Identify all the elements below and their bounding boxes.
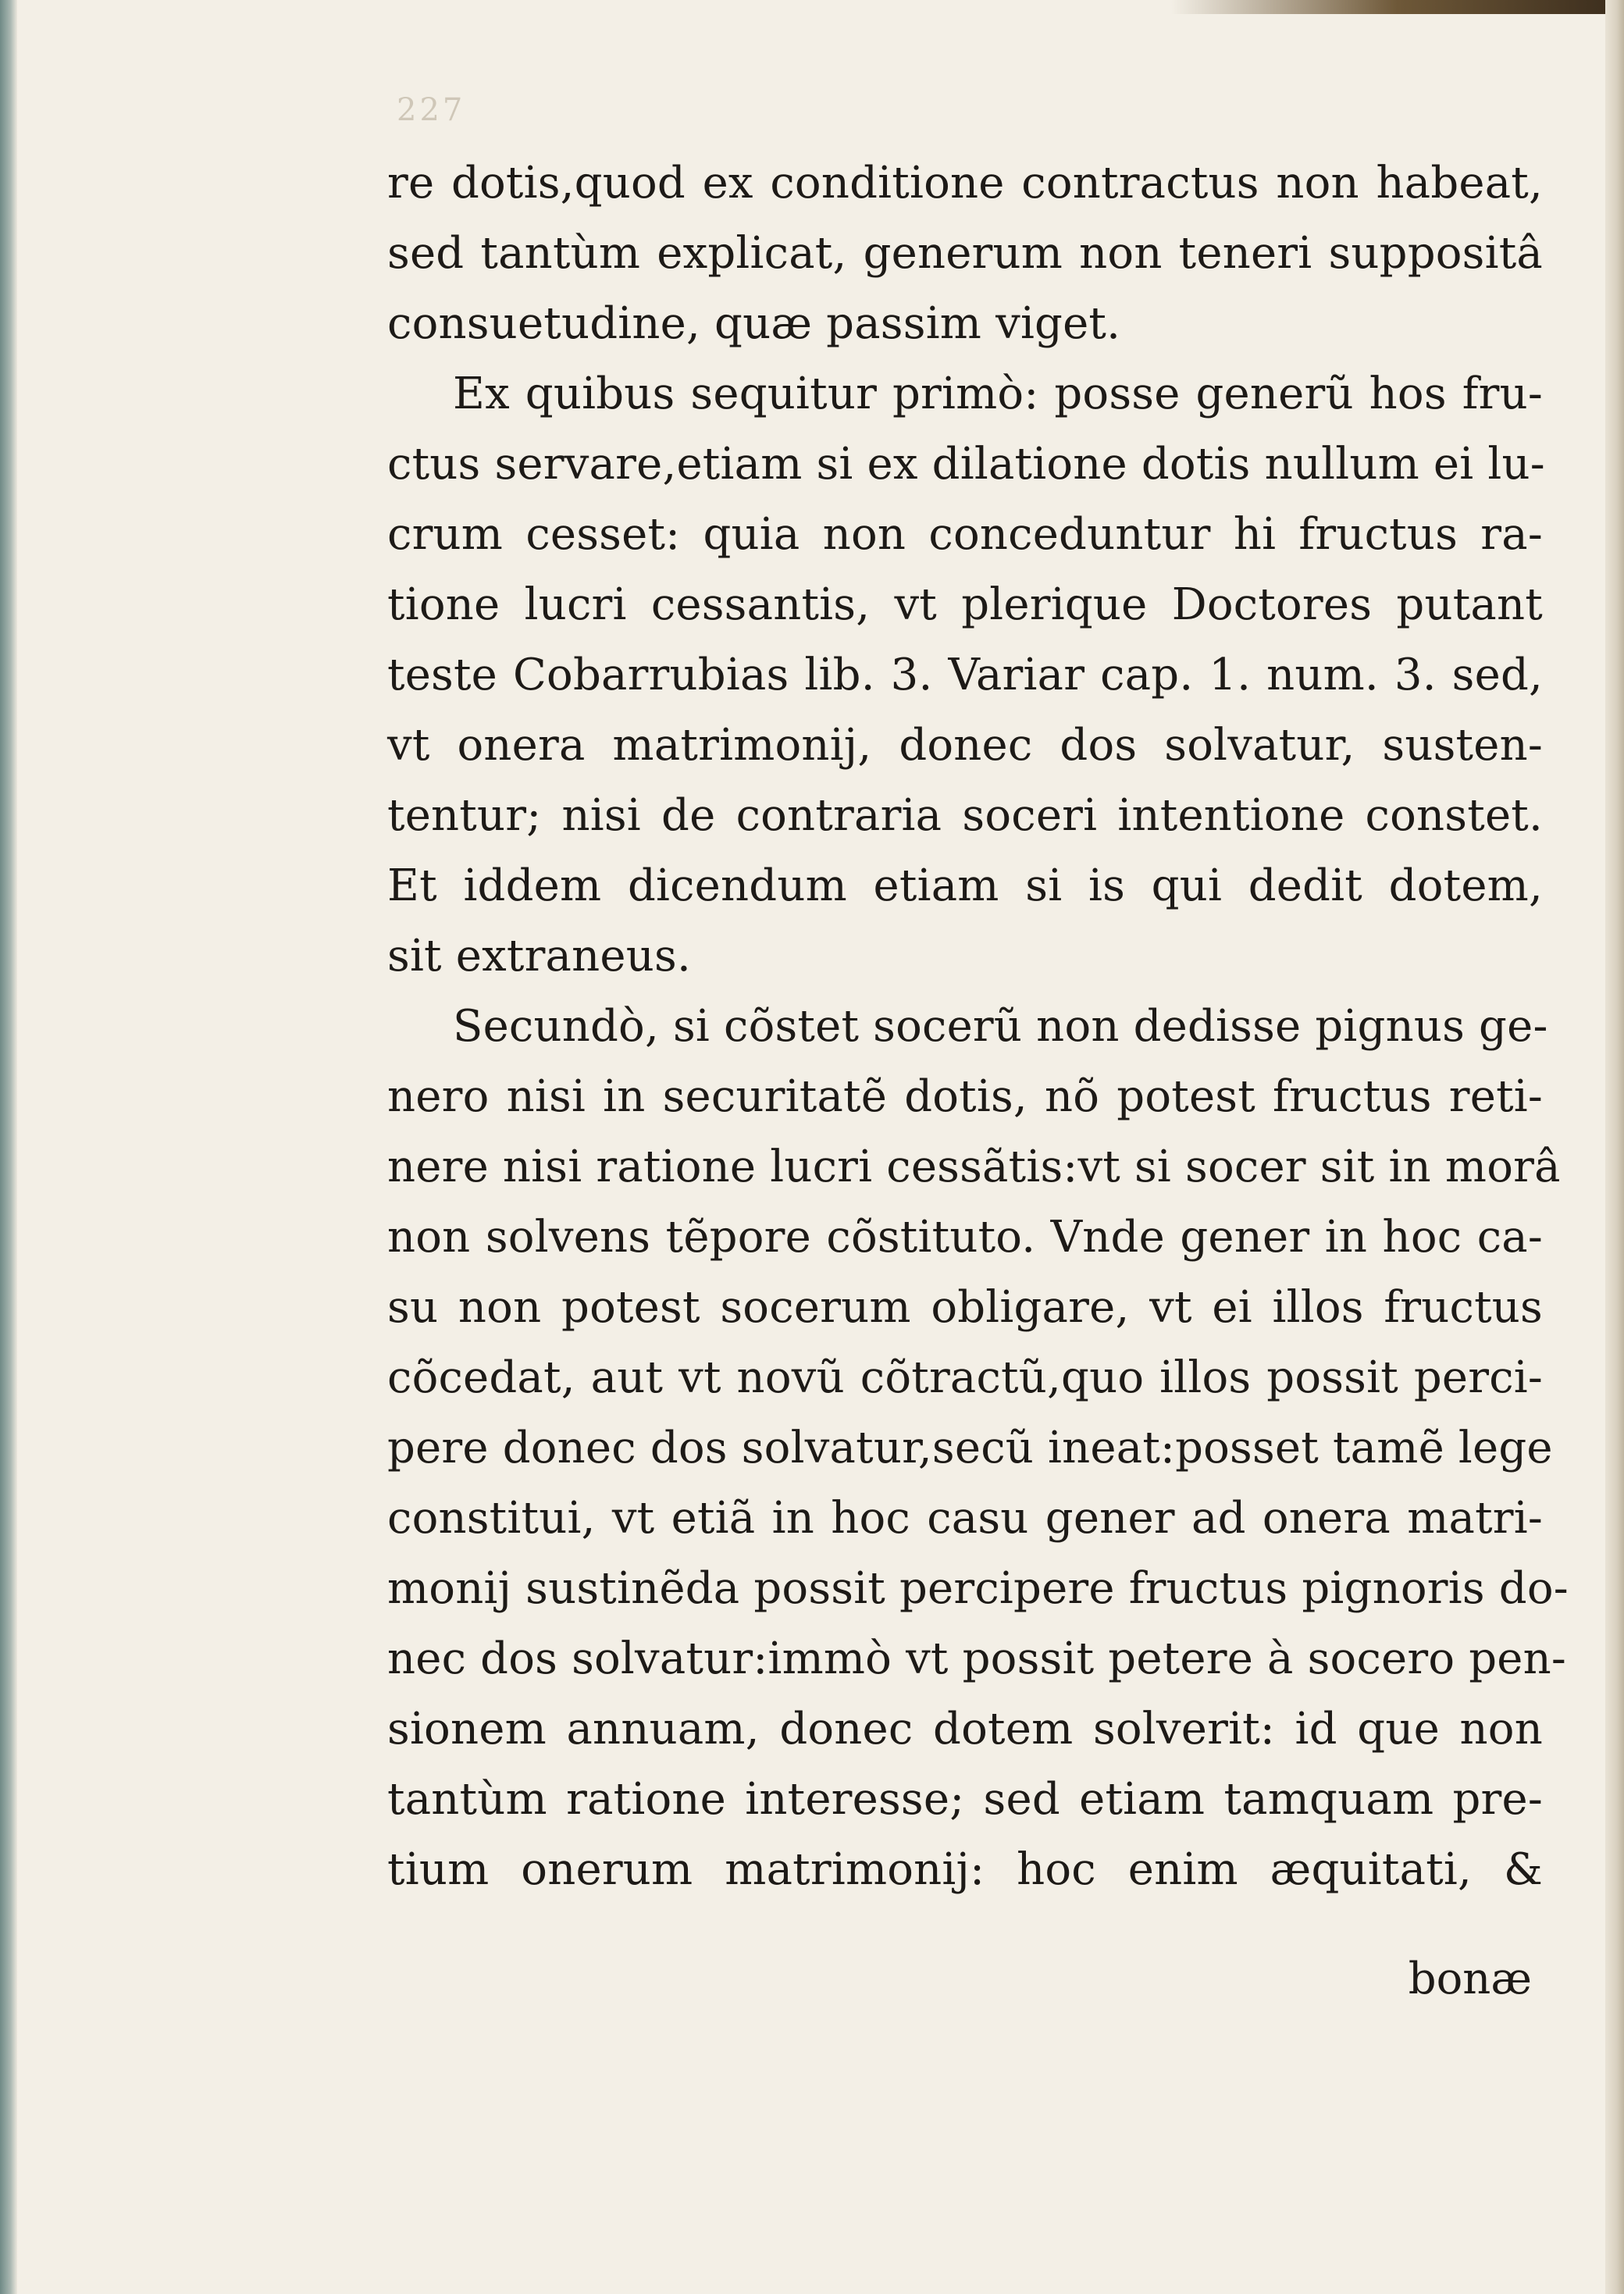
text-line: crum cesset: quia non conceduntur hi fructus ra- [387,509,1543,560]
text-line: re dotis,quod ex conditione contractus non habeat, [387,158,1543,208]
text-line: consuetudine, quæ passim viget. [387,298,1121,349]
text-line: tantùm ratione interesse; sed etiam tamquam pre- [387,1774,1543,1825]
text-line: Et iddem dicendum etiam si is qui dedit dotem, [387,860,1543,911]
text-line: nec dos solvatur:immò vt possit petere à socero pen- [387,1633,1567,1684]
text-line: sed tantùm explicat, generum non teneri suppositâ [387,228,1543,279]
text-line: Ex quibus sequitur primò: posse generũ hos fru- [453,369,1543,419]
text-line: vt onera matrimonij, donec dos solvatur, susten- [387,720,1543,771]
text-line: pere donec dos solvatur,secũ ineat:posset tamẽ lege [387,1423,1553,1473]
text-line: cõcedat, aut vt novũ cõtractũ,quo illos possit perci- [387,1352,1543,1403]
text-line: tione lucri cessantis, vt plerique Doctores putant [387,579,1543,630]
page-top-edge [1171,0,1624,14]
text-line: tentur; nisi de contraria soceri intentione constet. [387,790,1543,841]
catchword: bonæ [1408,1954,1532,2004]
text-line: su non potest socerum obligare, vt ei illos fructus [387,1282,1543,1333]
binding-edge [0,0,17,2294]
text-line: teste Cobarrubias lib. 3. Variar cap. 1. num. 3. sed, [387,650,1543,700]
bleed-through-page-number: 227 [397,92,466,128]
text-line: sionem annuam, donec dotem solverit: id que non [387,1704,1543,1754]
text-line: nere nisi ratione lucri cessãtis:vt si socer sit in morâ [387,1142,1561,1192]
text-line: ctus servare,etiam si ex dilatione dotis nullum ei lu- [387,439,1545,490]
page-right-edge [1605,0,1624,2294]
text-line: nero nisi in securitatẽ dotis, nõ potest fructus reti- [387,1071,1543,1122]
text-line: monij sustinẽda possit percipere fructus pignoris do- [387,1563,1569,1614]
text-block [387,148,1569,1905]
text-line: Secundò, si cõstet socerũ non dedisse pignus ge- [453,1001,1548,1052]
text-line: non solvens tẽpore cõstituto. Vnde gener in hoc ca- [387,1212,1543,1263]
text-line: sit extraneus. [387,931,691,981]
text-line: constitui, vt etiã in hoc casu gener ad onera matri- [387,1493,1543,1544]
text-line: tium onerum matrimonij: hoc enim æquitati, & [387,1844,1543,1895]
